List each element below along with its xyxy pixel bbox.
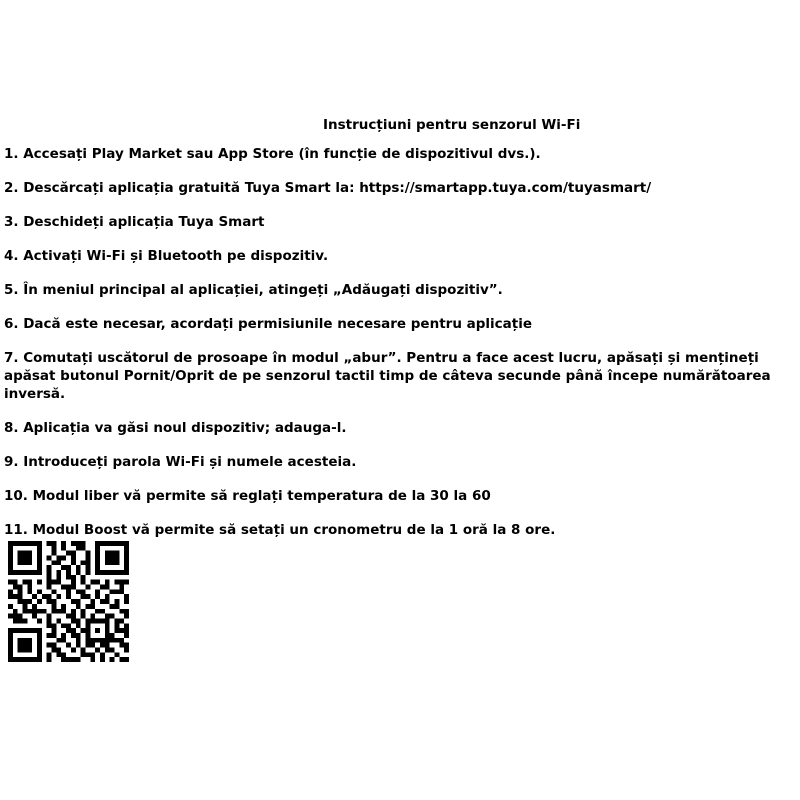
step-6: 6. Dacă este necesar, acordați permisiunile necesare pentru aplicație xyxy=(4,316,533,332)
document-title: Instrucțiuni pentru senzorul Wi-Fi xyxy=(323,117,581,133)
qr-code-graphic xyxy=(8,541,129,662)
step-3: 3. Deschideți aplicația Tuya Smart xyxy=(4,214,265,230)
qr-code-image xyxy=(8,541,129,662)
step-7: 7. Comutați uscătorul de prosoape în modul „abur”. Pentru a face acest lucru, apăsați și mențineți apăsat butonul Pornit/Oprit de pe senzorul tactil timp de câteva secunde până începe numărătoarea inversă. xyxy=(4,350,771,402)
step-2: 2. Descărcați aplicația gratuită Tuya Smart la: https://smartapp.tuya.com/tuyasmart/ xyxy=(4,180,652,196)
step-9: 9. Introduceți parola Wi-Fi și numele acesteia. xyxy=(4,454,357,470)
step-11: 11. Modul Boost vă permite să setați un cronometru de la 1 oră la 8 ore. xyxy=(4,522,556,538)
step-5: 5. În meniul principal al aplicației, atingeți „Adăugați dispozitiv”. xyxy=(4,282,503,298)
step-10: 10. Modul liber vă permite să reglați temperatura de la 30 la 60 xyxy=(4,488,491,504)
step-1: 1. Accesați Play Market sau App Store (în funcție de dispozitivul dvs.). xyxy=(4,146,541,162)
step-8: 8. Aplicația va găsi noul dispozitiv; adauga-l. xyxy=(4,420,347,436)
instructions-document xyxy=(4,116,796,555)
step-4: 4. Activați Wi-Fi și Bluetooth pe dispozitiv. xyxy=(4,248,329,264)
